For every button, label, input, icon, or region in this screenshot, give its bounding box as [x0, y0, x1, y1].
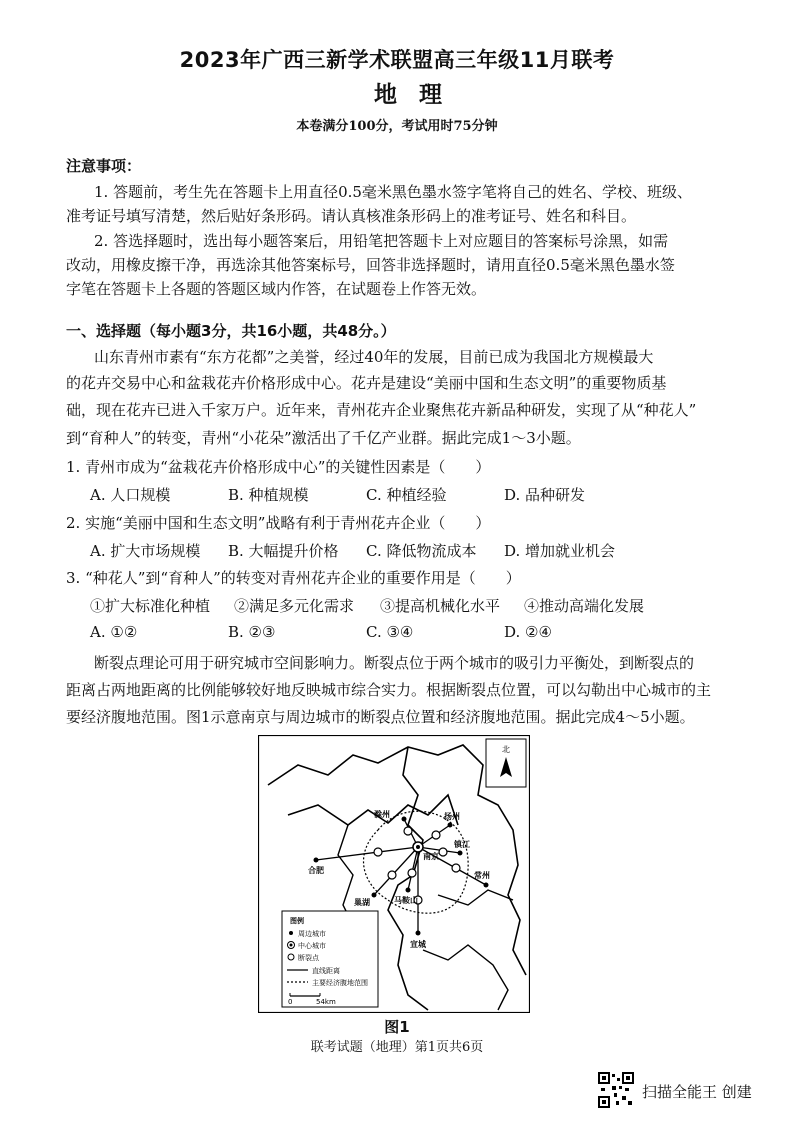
passage2-line-1: 断裂点理论可用于研究城市空间影响力。断裂点位于两个城市的吸引力平衡处，到断裂点的 [94, 654, 695, 672]
page-footer: 联考试题（地理）第1页共6页 [310, 1040, 484, 1055]
breakpoint-hefei [374, 848, 382, 856]
legend-scale-km: 54km [316, 998, 336, 1006]
breakpoint-zhenjiang [439, 848, 447, 856]
label-xuancheng: 宣城 [410, 940, 426, 949]
north-label: 北 [502, 745, 510, 754]
scanner-watermark: 扫描全能王 创建 [642, 1083, 752, 1101]
legend-scale-zero: 0 [288, 998, 293, 1006]
section-heading: 一、选择题（每小题3分，共16小题，共48分。） [66, 322, 396, 340]
breakpoint-changzhou [452, 864, 460, 872]
passage2-line-3: 要经济腹地范围。图1示意南京与周边城市的断裂点位置和经济腹地范围。据此完成4～5小题。 [66, 708, 695, 726]
question-2-option-b: B. 大幅提升价格 [228, 542, 339, 560]
passage1-line-2: 的花卉交易中心和盆栽花卉价格形成中心。花卉是建设“美丽中国和生态文明”的重要物质基 [66, 374, 667, 392]
passage1-line-4: 到“育种人”的转变，青州“小花朵”激活出了千亿产业群。据此完成1～3小题。 [66, 429, 581, 447]
legend-straight: 直线距离 [312, 967, 340, 975]
question-2-option-a: A. 扩大市场规模 [90, 542, 201, 560]
legend-box [282, 911, 378, 1007]
question-3-option-c: C. ③④ [366, 623, 414, 641]
breakpoint-yangzhou [432, 831, 440, 839]
question-1-option-c: C. 种植经验 [366, 486, 447, 504]
figure-1-map [258, 735, 530, 1013]
label-changzhou: 常州 [474, 871, 490, 880]
question-1-stem: 1. 青州市成为“盆栽花卉价格形成中心”的关键性因素是（ ） [66, 458, 491, 476]
question-2-option-d: D. 增加就业机会 [504, 542, 616, 560]
legend-breakpoint: 断裂点 [298, 954, 319, 962]
breakpoint-chuzhou [404, 827, 412, 835]
label-nanjing: 南京 [423, 852, 439, 861]
label-chaohu: 巢湖 [354, 898, 370, 907]
notes-line-4: 改动，用橡皮擦干净，再选涂其他答案标号，回答非选择题时，请用直径0.5毫米黑色墨水签 [66, 256, 675, 274]
notes-line-1: 1. 答题前，考生先在答题卡上用直径0.5毫米黑色墨水签字笔将自己的姓名、学校、班级、 [94, 183, 692, 201]
question-3-item-3: ③提高机械化水平 [380, 597, 501, 615]
breakpoint-chaohu [388, 871, 396, 879]
exam-meta: 本卷满分100分，考试用时75分钟 [296, 119, 498, 134]
question-3-item-2: ②满足多元化需求 [234, 597, 355, 615]
question-1-option-b: B. 种植规模 [228, 486, 309, 504]
legend-hinterland: 主要经济腹地范围 [312, 979, 368, 987]
label-chuzhou: 滁州 [374, 810, 390, 819]
notes-line-2: 准考证号填写清楚，然后贴好条形码。请认真核准条形码上的准考证号、姓名和科目。 [66, 207, 637, 225]
label-yangzhou: 扬州 [444, 812, 460, 821]
legend-periphery: 周边城市 [298, 930, 326, 938]
label-zhenjiang: 镇江 [454, 840, 470, 849]
notes-line-5: 字笔在答题卡上各题的答题区域内作答，在试题卷上作答无效。 [66, 280, 487, 298]
passage1-line-3: 础，现在花卉已进入千家万户。近年来，青州花卉企业聚焦花卉新品种研发，实现了从“种花人” [66, 401, 697, 419]
question-3-item-4: ④推动高端化发展 [524, 597, 645, 615]
notes-heading: 注意事项： [66, 157, 142, 175]
legend-title: 图例 [290, 917, 304, 925]
question-2-option-c: C. 降低物流成本 [366, 542, 477, 560]
question-3-option-a: A. ①② [90, 623, 138, 641]
label-hefei: 合肥 [308, 866, 324, 875]
legend-center: 中心城市 [298, 942, 326, 950]
figure-caption: 图1 [384, 1018, 410, 1036]
question-2-stem: 2. 实施“美丽中国和生态文明”战略有利于青州花卉企业（ ） [66, 514, 491, 532]
passage2-line-2: 距离占两地距离的比例能够较好地反映城市综合实力。根据断裂点位置，可以勾勒出中心城市的主 [66, 681, 712, 699]
notes-line-3: 2. 答选择题时，选出每小题答案后，用铅笔把答题卡上对应题目的答案标号涂黑，如需 [94, 232, 669, 250]
question-3-stem: 3. “种花人”到“育种人”的转变对青州花卉企业的重要作用是（ ） [66, 569, 521, 587]
qr-code-icon [598, 1072, 634, 1108]
question-3-item-1: ①扩大标准化种植 [90, 597, 211, 615]
question-1-option-a: A. 人口规模 [90, 486, 171, 504]
passage1-line-1: 山东青州市素有“东方花都”之美誉，经过40年的发展，目前已成为我国北方规模最大 [94, 348, 654, 366]
label-maanshan: 马鞍山 [394, 896, 418, 905]
question-1-option-d: D. 品种研发 [504, 486, 586, 504]
question-3-option-d: D. ②④ [504, 623, 552, 641]
exam-title: 2023年广西三新学术联盟高三年级11月联考 [179, 48, 615, 72]
breakpoint-maanshan [408, 869, 416, 877]
subject-title: 地理 [374, 82, 464, 108]
question-3-option-b: B. ②③ [228, 623, 276, 641]
